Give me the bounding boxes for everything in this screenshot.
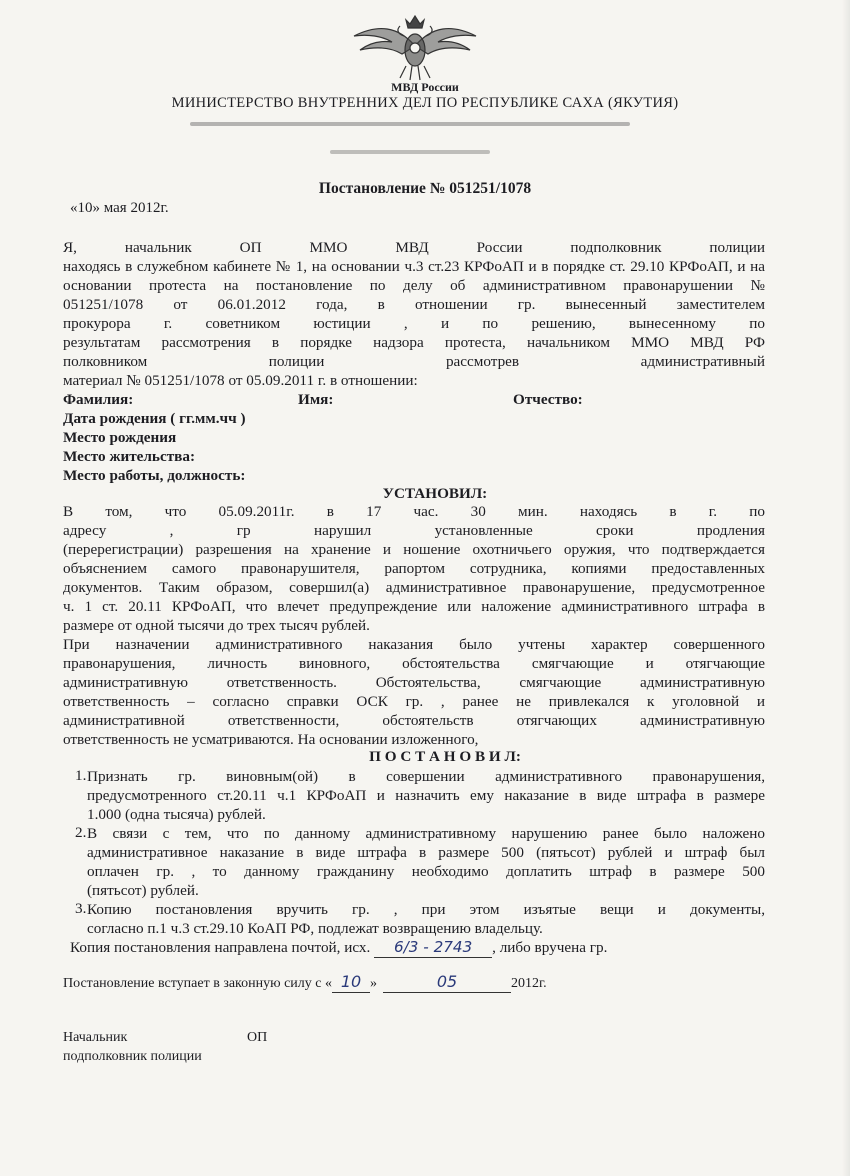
workplace-label: Место работы, должность: — [63, 467, 246, 484]
consideration-line: административной ответственности, обстоятельств отягчающих административную — [63, 712, 765, 729]
intro-line: материал № 051251/1078 от 05.09.2011 г. в отношении: — [63, 372, 418, 389]
signature-position: Начальник — [63, 1030, 128, 1045]
copy-sent-line — [70, 938, 607, 958]
name-label: Имя: — [298, 391, 334, 408]
ministry-name: МИНИСТЕРСТВО ВНУТРЕННИХ ДЕЛ ПО РЕСПУБЛИКЕ САХА (ЯКУТИЯ) — [171, 95, 679, 111]
agency-short-name: МВД России — [391, 80, 459, 94]
resolution-title: Постановление № 051251/1078 — [318, 180, 532, 197]
established-line: объяснением самого правонарушителя, рапортом сотрудника, копиями предоставленных — [63, 560, 765, 577]
residence-label: Место жительства: — [63, 448, 196, 465]
consideration-line: правонарушения, личность виновного, обстоятельства смягчающие и отягчающие — [63, 655, 765, 672]
effective-year: 2012г. — [511, 976, 547, 991]
established-line: (перерегистрации) разрешения на хранение и ношение охотничьего оружия, что подтверждается — [63, 541, 765, 558]
resolution-number: 2. — [75, 824, 87, 841]
double-headed-eagle-emblem — [348, 6, 482, 82]
intro-line: основании протеста на постановление по делу об административном правонарушении № — [63, 277, 765, 294]
resolution-line: оплачен гр. , то данному гражданину необходимо доплатить штраф в размере 500 — [87, 863, 765, 880]
intro-line: полковником полиции рассмотрев административный — [63, 353, 765, 370]
consideration-line: При назначении административного наказания было учтены характер совершенного — [63, 636, 765, 653]
established-line: адресу , гр нарушил установленные сроки продления — [63, 522, 765, 539]
birth-date-label: Дата рождения ( гг.мм.чч ) — [63, 410, 246, 427]
established-line: документов. Таким образом, совершил(а) административное правонарушение, предусмотренное — [63, 579, 765, 596]
copy-sent-text: Копия постановления направлена почтой, исх. — [70, 939, 371, 956]
intro-line: результатам рассмотрения в порядке надзора протеста, начальником ММО МВД РФ — [63, 334, 765, 351]
outgoing-number-field — [374, 938, 492, 958]
effective-day-handwritten: 10 — [340, 972, 362, 991]
signature-department: ОП — [247, 1030, 268, 1045]
resolution-line: предусмотренного ст.20.11 ч.1 КРФоАП и назначить ему наказание в виде штрафа в размере — [87, 787, 765, 804]
intro-line: прокурора г. советником юстиции , и по решению, вынесенному по — [63, 315, 765, 332]
redaction-smudge — [190, 122, 630, 126]
effective-day-field — [332, 972, 370, 993]
resolution-number: 3. — [75, 900, 87, 917]
resolution-line: В связи с тем, что по данному административному нарушению ранее было наложено — [87, 825, 765, 842]
effective-quote-close: » — [370, 976, 378, 991]
intro-line: Я, начальник ОП ММО МВД России подполковник полиции — [63, 239, 765, 256]
effective-month-field — [383, 972, 511, 993]
resolution-number: 1. — [75, 767, 87, 784]
copy-sent-tail: , либо вручена гр. — [492, 939, 608, 956]
patronymic-label: Отчество: — [513, 391, 583, 408]
resolution-line: административное наказание в виде штрафа в размере 500 (пятьсот) рублей и штраф был — [87, 844, 765, 861]
intro-line: находясь в служебном кабинете № 1, на основании ч.3 ст.23 КРФоАП и в порядке ст. 29.10 КРФоАП, и на — [63, 258, 765, 275]
established-line: ч. 1 ст. 20.11 КРФоАП, что влечет предупреждение или наложение административного штрафа в — [63, 598, 765, 615]
effective-text: Постановление вступает в законную силу с « — [63, 976, 333, 991]
intro-line: 051251/1078 от 06.01.2012 года, в отношении гр. вынесенный заместителем — [63, 296, 765, 313]
consideration-line: административную ответственность. Обстоятельства, смягчающие административную — [63, 674, 765, 691]
established-line: размере от одной тысячи до трех тысяч рублей. — [63, 617, 370, 634]
signature-rank: подполковник полиции — [63, 1049, 202, 1064]
redaction-smudge — [330, 150, 490, 154]
effective-month-handwritten: 05 — [436, 972, 458, 991]
resolution-line: 1.000 (одна тысяча) рублей. — [87, 806, 266, 823]
resolution-line: Признать гр. виновным(ой) в совершении административного правонарушения, — [87, 768, 765, 785]
effective-date-line — [63, 972, 547, 993]
birth-place-label: Место рождения — [63, 429, 177, 446]
established-line: В том, что 05.09.2011г. в 17 час. 30 мин. находясь в г. по — [63, 503, 765, 520]
surname-label: Фамилия: — [63, 391, 134, 408]
resolution-line: (пятьсот) рублей. — [87, 882, 199, 899]
outgoing-number-handwritten: 6/3 - 2743 — [394, 938, 473, 956]
consideration-line: ответственность не усматриваются. На основании изложенного, — [63, 731, 479, 748]
page-edge-shadow — [842, 0, 850, 1176]
consideration-line: ответственность – согласно справки ОСК гр. , ранее не привлекался к уголовной и — [63, 693, 765, 710]
established-heading: УСТАНОВИЛ: — [382, 485, 488, 502]
resolution-line: Копию постановления вручить гр. , при этом изъятые вещи и документы, — [87, 901, 765, 918]
resolved-heading: П О С Т А Н О В И Л: — [369, 748, 521, 765]
resolution-line: согласно п.1 ч.3 ст.29.10 КоАП РФ, подлежат возвращению владельцу. — [87, 920, 543, 937]
resolution-date: «10» мая 2012г. — [70, 200, 169, 216]
